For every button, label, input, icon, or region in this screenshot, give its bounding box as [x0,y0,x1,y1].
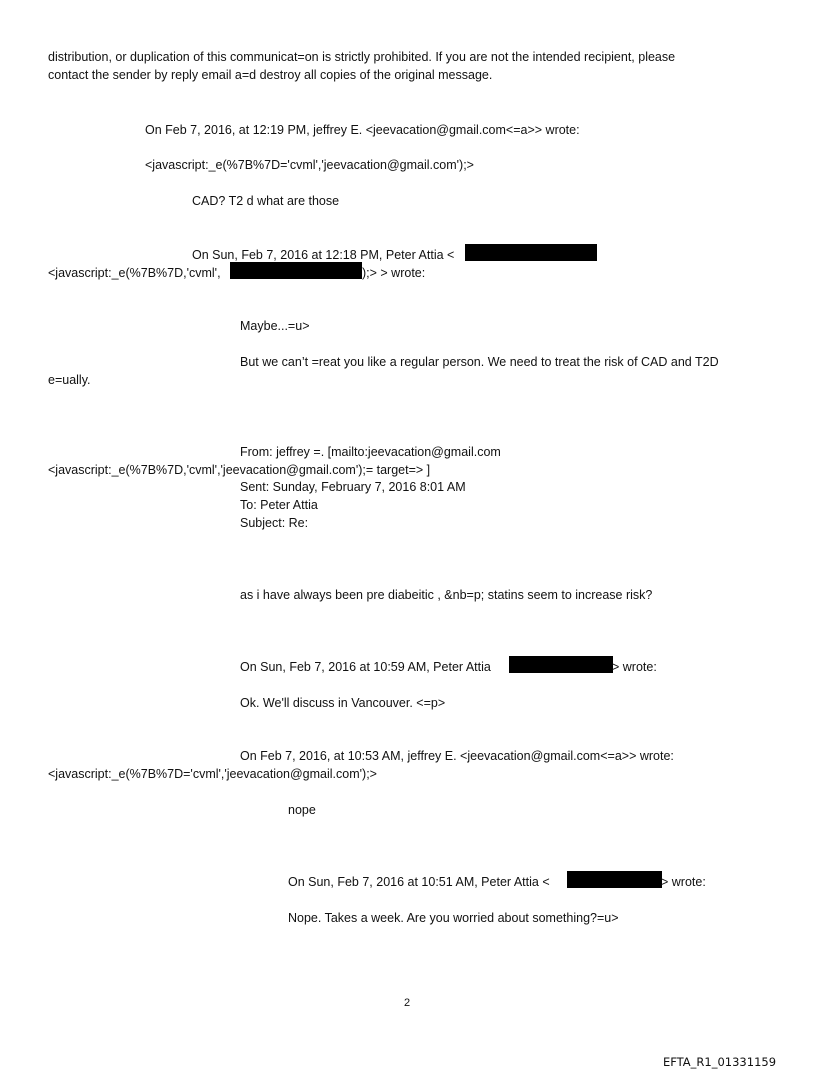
msg4-link: <javascript:_e(%7B%7D='cvml','jeevacation@gmail.com');> [48,767,377,781]
msg3-header-pre: On Sun, Feb 7, 2016 at 10:59 AM, Peter Attia [240,660,491,674]
fwd-from-line-2: <javascript:_e(%7B%7D,'cvml','jeevacation@gmail.com');= target=> ] [48,463,431,477]
fwd-subject: Subject: Re: [240,516,309,530]
msg2-link-pre: <javascript:_e(%7B%7D,'cvml', [48,266,221,280]
msg1-body: CAD? T2 d what are those [192,194,340,208]
msg2-header: On Sun, Feb 7, 2016 at 12:18 PM, Peter Attia < [192,248,455,262]
msg4-header: On Feb 7, 2016, at 10:53 AM, jeffrey E. <jeevacation@gmail.com<=a>> wrote: [240,749,674,763]
redaction-box [230,262,362,279]
fwd-from-line-1: From: jeffrey =. [mailto:jeevacation@gmail.com [240,445,501,459]
disclaimer-line-1: distribution, or duplication of this communicat=on is strictly prohibited. If you are not the intended recipient, please [48,50,676,64]
page-number: 2 [404,997,411,1009]
msg5-header-pre: On Sun, Feb 7, 2016 at 10:51 AM, Peter Attia < [288,875,550,889]
bates-stamp: EFTA_R1_01331159 [663,1055,777,1069]
redaction-box [465,244,597,261]
msg5-header-post: > wrote: [661,875,706,889]
msg3-header-post: > wrote: [612,660,657,674]
msg2-body-2a: But we can’t =reat you like a regular person. We need to treat the risk of CAD and T2D [240,355,719,369]
disclaimer-line-2: contact the sender by reply email a=d destroy all copies of the original message. [48,68,493,82]
msg4-body: nope [288,803,316,817]
msg1-link: <javascript:_e(%7B%7D='cvml','jeevacation@gmail.com');> [145,158,474,172]
fwd-to: To: Peter Attia [240,498,318,512]
msg1-header: On Feb 7, 2016, at 12:19 PM, jeffrey E. <jeevacation@gmail.com<=a>> wrote: [145,123,580,137]
fwd-sent: Sent: Sunday, February 7, 2016 8:01 AM [240,480,466,494]
redaction-box [567,871,662,888]
redaction-box [509,656,613,673]
msg2-body-1: Maybe...=u> [240,319,310,333]
fwd-body: as i have always been pre diabeitic , &nb=p; statins seem to increase risk? [240,588,653,602]
msg2-body-2b: e=ually. [48,373,91,387]
msg5-body: Nope. Takes a week. Are you worried about something?=u> [288,911,619,925]
msg3-body: Ok. We'll discuss in Vancouver. <=p> [240,696,446,710]
msg2-link-post: );> > wrote: [362,266,426,280]
